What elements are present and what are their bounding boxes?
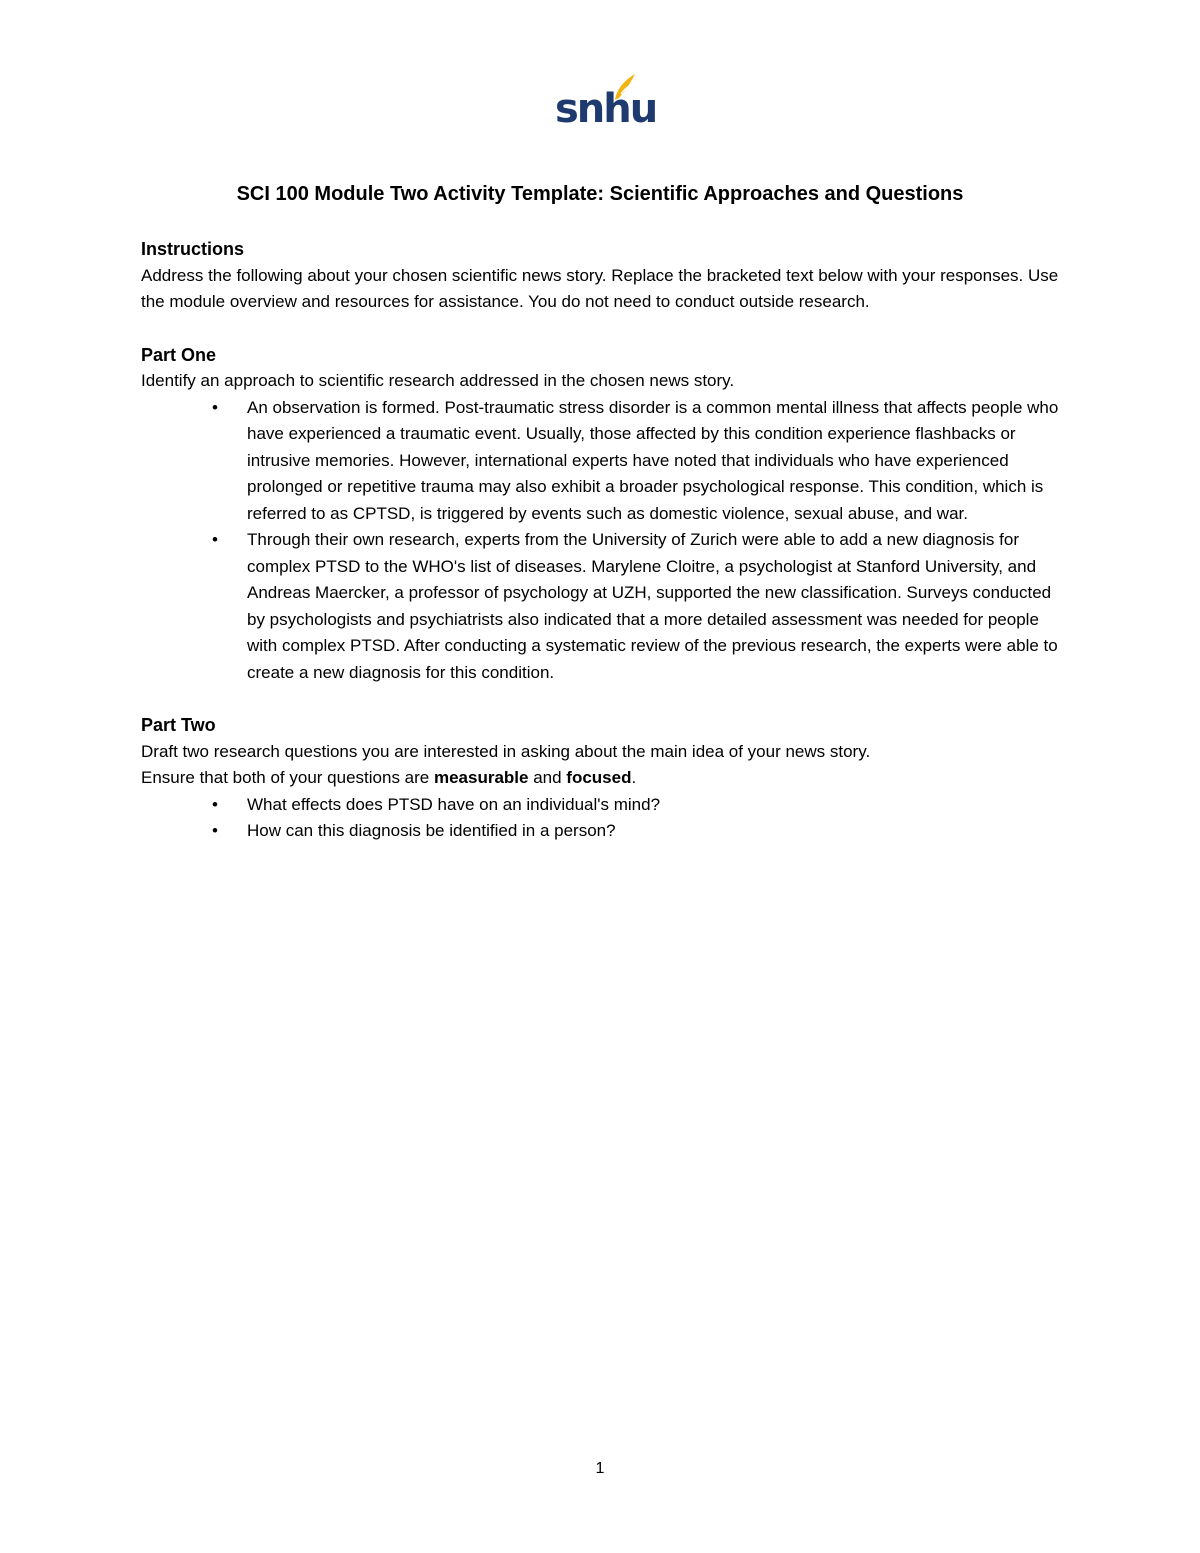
document-body xyxy=(141,236,1061,845)
part-two-intro-line2 xyxy=(141,765,1061,792)
emphasis-measurable: measurable xyxy=(433,768,529,787)
part-two-list xyxy=(141,792,1061,845)
part-two-heading: Part Two xyxy=(141,715,216,735)
part-one-heading: Part One xyxy=(141,344,217,365)
instructions-heading: Instructions xyxy=(141,239,245,259)
page-number: 1 xyxy=(595,1460,605,1477)
logo-wordmark: snhu xyxy=(555,86,657,132)
part-two-intro-line1: Draft two research questions you are interested in asking about the main idea of your news story. xyxy=(141,741,871,761)
list-item: • What effects does PTSD have on an individual's mind? xyxy=(247,792,1061,819)
snhu-logo xyxy=(555,72,657,134)
part-one-intro: Identify an approach to scientific research addressed in the chosen news story. xyxy=(141,371,735,390)
list-item: • How can this diagnosis be identified in a person? xyxy=(247,818,1061,845)
intro-text: Ensure that both of your questions are xyxy=(141,768,434,787)
instructions-text: Address the following about your chosen scientific news story. Replace the bracketed text below with your responses. Use the module overview and resources for assistance. You do not need to conduct outside research. xyxy=(141,265,1059,311)
list-item: • An observation is formed. Post-traumatic stress disorder is a common mental illness that affects people who have experienced a traumatic event. Usually, those affected by this condition experience flashbacks or intrusive memories. However, international experts have noted that individuals who have experienced prolonged or repetitive trauma may also exhibit a broader psychological response. This condition, which is referred to as CPTSD, is triggered by events such as domestic violence, sexual abuse, and war. xyxy=(247,395,1061,528)
list-item: • Through their own research, experts from the University of Zurich were able to add a new diagnosis for complex PTSD to the WHO's list of diseases. Marylene Cloitre, a psychologist at Stanford University, and Andreas Maercker, a professor of psychology at UZH, supported the new classification. Surveys conducted by psychologists and psychiatrists also indicated that a more detailed assessment was needed for people with complex PTSD. After conducting a systematic review of the previous research, the experts were able to create a new diagnosis for this condition. xyxy=(247,527,1061,686)
intro-text: . xyxy=(631,768,637,787)
document-title: SCI 100 Module Two Activity Template: Scientific Approaches and Questions xyxy=(236,183,964,205)
emphasis-focused: focused xyxy=(566,768,632,787)
part-one-list xyxy=(141,395,1061,687)
intro-text: and xyxy=(528,768,567,787)
